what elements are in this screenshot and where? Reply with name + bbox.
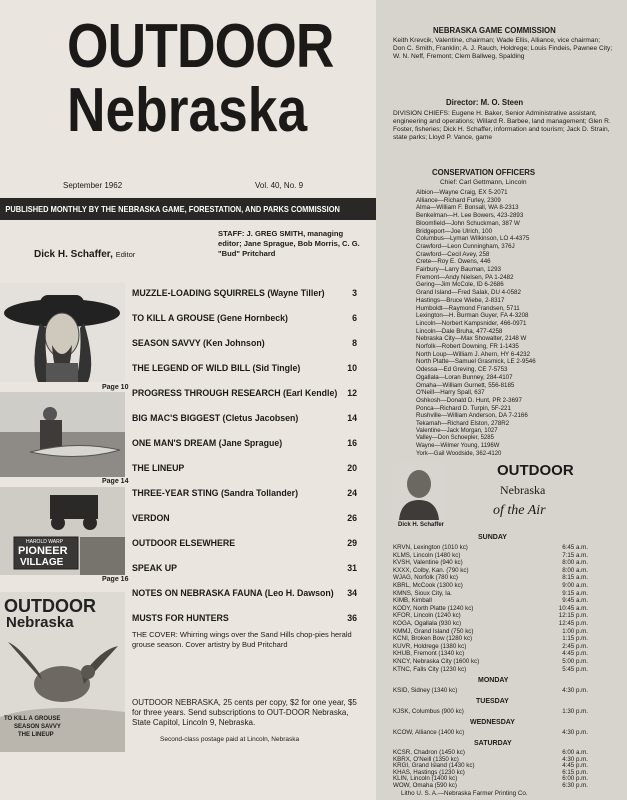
toc-entry[interactable] (132, 288, 357, 298)
issue-date: September 1962 (63, 181, 123, 190)
toc-title: THREE-YEAR STING (Sandra Tollander) (132, 488, 299, 498)
officer-entry: Columbus—Lyman Wilkinson, LO 4-4375 (416, 235, 530, 243)
schedule-row (393, 582, 588, 589)
cover-thumb-line1: TO KILL A GROUSE (4, 716, 61, 722)
toc-entry[interactable] (132, 338, 357, 348)
schedule-row (393, 729, 588, 736)
schedule-row (393, 650, 588, 657)
schedule-station: KODY, North Platte (1240 kc) (393, 604, 474, 612)
officer-entry: Albion—Wayne Craig, EX 5-2071 (416, 189, 508, 196)
schedule-row (393, 628, 588, 635)
toc-entry[interactable] (132, 513, 357, 523)
officer-entry: Oshkosh—Donald D. Hunt, PR 2-3697 (416, 396, 522, 404)
officer-entry: Wayne—Wilmer Young, 1196W (416, 443, 500, 450)
toc-page: 6 (352, 313, 357, 323)
schedule-monday-header: MONDAY (478, 677, 509, 684)
editor-title: Editor (115, 250, 136, 259)
schedule-station: KHUB, Fremont (1340 kc) (393, 650, 465, 658)
toc-entry[interactable] (132, 538, 357, 548)
on-air-title2: Nebraska (500, 483, 546, 497)
schedule-station: KBRL, McCook (1300 kc) (393, 582, 463, 589)
schedule-station: KRGI, Grand Island (1430 kc) (393, 762, 475, 769)
schedule-station: KVSH, Valentine (940 kc) (393, 559, 463, 567)
toc-entry[interactable] (132, 363, 357, 373)
schedule-time: 6:00 p.m. (562, 775, 588, 782)
toc-title: THE LEGEND OF WILD BILL (Sid Tingle) (132, 363, 301, 373)
toc-entry[interactable] (132, 563, 357, 573)
schedule-row (393, 559, 588, 566)
officer-entry: Grand Island—Fred Salak, DU 4-0582 (416, 289, 521, 297)
schedule-row (393, 687, 588, 694)
schedule-station: KFOR, Lincoln (1240 kc) (393, 612, 461, 620)
schedule-row (393, 567, 588, 574)
on-air-title1: OUTDOOR (497, 462, 574, 479)
printer-credit: Litho U. S. A.—Nebraska Farmer Printing Co. (401, 790, 528, 797)
schedule-sunday-header: SUNDAY (478, 534, 507, 541)
toc-title: NOTES ON NEBRASKA FAUNA (Leo H. Dawson) (132, 588, 334, 598)
schedule-time: 6:15 p.m. (562, 768, 588, 776)
schedule-time: 1:00 p.m. (562, 627, 588, 635)
toc-entry[interactable] (132, 613, 357, 623)
commission-title: NEBRASKA GAME COMMISSION (433, 26, 556, 35)
cover-thumbnail (0, 592, 125, 752)
schedule-row (393, 620, 588, 627)
officer-entry: Lincoln—Dale Bruha, 477-4258 (416, 327, 503, 335)
schedule-station: KMMJ, Grand Island (750 kc) (393, 627, 474, 635)
schedule-time: 1:15 p.m. (562, 635, 588, 643)
schedule-time: 5:45 p.m. (562, 665, 588, 673)
schedule-time: 4:30 p.m. (562, 729, 588, 736)
staff-credits: STAFF: J. GREG SMITH, managing editor; Jane Sprague, Bob Morris, C. G. "Bud" Pritchard (218, 229, 360, 258)
masthead-nebraska: Nebraska (67, 76, 308, 145)
toc-page: 29 (347, 538, 357, 548)
schedule-station: KUVR, Holdrege (1380 kc) (393, 642, 467, 650)
village-sign-line2: PIONEER (18, 545, 68, 557)
photo-pioneer-village (0, 487, 125, 575)
toc-title: ONE MAN'S DREAM (Jane Sprague) (132, 438, 283, 448)
photo-caption-page14: Page 14 (102, 478, 129, 485)
toc-page: 36 (347, 613, 357, 623)
toc-title: MUZZLE-LOADING SQUIRRELS (Wayne Tiller) (132, 288, 325, 298)
schedule-station: WOW, Omaha (590 kc) (393, 781, 457, 789)
toc-entry[interactable] (132, 488, 357, 498)
officer-entry: Alma—William F. Bonsall, WA 8-2313 (416, 204, 519, 212)
officer-entry: Crawford—Leon Cunningham, 376J (416, 242, 515, 250)
director-title: Director: M. O. Steen (446, 98, 524, 107)
toc-page: 26 (347, 513, 357, 523)
schedule-time: 1:30 p.m. (562, 708, 588, 715)
schedule-time: 12:15 p.m. (558, 612, 588, 620)
schedule-time: 10:45 a.m. (558, 604, 588, 612)
officer-entry: Valley—Don Schoepler, 5285 (416, 435, 494, 442)
officer-entry: North Loup—William J. Ahern, HY 6-4232 (416, 350, 531, 358)
schedule-time: 4:30 p.m. (562, 687, 588, 694)
toc-page: 3 (352, 288, 357, 298)
schedule-row (393, 552, 588, 559)
cover-thumb-line3: THE LINEUP (18, 732, 54, 738)
portrait-figure (393, 462, 445, 520)
officer-entry: Ogallala—Loran Bunney, 284-4107 (416, 373, 513, 381)
village-sign-line3: VILLAGE (20, 557, 64, 568)
schedule-time: 7:15 a.m. (562, 551, 588, 559)
conservation-chief: Chief: Carl Gettmann, Lincoln (440, 179, 527, 186)
schedule-station: KCOW, Alliance (1400 kc) (393, 729, 465, 736)
schedule-station: KHAS, Hastings (1230 kc) (393, 768, 465, 776)
schedule-time: 6:45 a.m. (562, 544, 588, 551)
toc-title: PROGRESS THROUGH RESEARCH (Earl Kendle) (132, 388, 338, 398)
schedule-time: 6:30 p.m. (562, 781, 588, 789)
toc-title: VERDON (132, 513, 170, 523)
toc-page: 10 (347, 363, 357, 373)
officer-entry: Norfolk—Robert Downing, FR 1-1435 (416, 343, 519, 350)
toc-entry[interactable] (132, 388, 357, 398)
officer-entry: Lincoln—Norbert Kampsnider, 466-0971 (416, 319, 527, 327)
publisher-banner (0, 198, 376, 220)
officer-entry: Odessa—Ed Greving, CE 7-5753 (416, 366, 508, 374)
schedule-station: KXXX, Colby, Kan. (790 kc) (393, 566, 469, 574)
schedule-time: 5:00 p.m. (562, 658, 588, 665)
masthead-outdoor: OUTDOOR (67, 12, 334, 81)
schedule-time: 12:45 p.m. (558, 620, 588, 627)
officer-entry: Benkelman—H. Lee Bowers, 423-2893 (416, 212, 524, 220)
editor-name: Dick H. Schaffer, (34, 249, 113, 260)
schedule-station: KBRX, O'Neill (1350 kc) (393, 755, 459, 763)
division-chiefs: DIVISION CHIEFS: Eugene H. Baker, Senior Administrative assistant, engineering and operations; Willard R. Barbee, land management; Glen R. Foster, fisheries; Dick H. Schaffer, information and tourism; Jack D. Strain, state parks; Lloyd P. Vance, game (393, 110, 611, 141)
schedule-row (393, 635, 588, 642)
schedule-time: 9:15 a.m. (562, 589, 588, 597)
schedule-row (393, 590, 588, 597)
officer-entry: Bridgeport—Joe Ulrich, 100 (416, 227, 493, 235)
toc-entry[interactable] (132, 588, 357, 598)
editor-credit (34, 249, 135, 260)
schedule-row (393, 574, 588, 581)
schedule-time: 8:00 a.m. (562, 566, 588, 574)
schedule-station: KRVN, Lexington (1010 kc) (393, 544, 468, 551)
schedule-row (393, 643, 588, 650)
on-air-title3: of the Air (493, 503, 546, 518)
toc-page: 20 (347, 463, 357, 473)
cover-thumb-line2: SEASON SAVVY (14, 724, 61, 730)
schedule-row (393, 666, 588, 673)
toc-title: BIG MAC'S BIGGEST (Cletus Jacobsen) (132, 413, 299, 423)
toc-entry[interactable] (132, 413, 357, 423)
schedule-station: KCNI, Broken Bow (1280 kc) (393, 635, 473, 643)
officer-entry: Omaha—William Gurnett, 556-8185 (416, 381, 515, 389)
schedule-row (393, 658, 588, 665)
schedule-tuesday-header: TUESDAY (476, 698, 509, 705)
publisher-banner-text: PUBLISHED MONTHLY BY THE NEBRASKA GAME, FORESTATION, AND PARKS COMMISSION (5, 204, 340, 214)
toc-title: THE LINEUP (132, 463, 185, 473)
officer-entry: Humboldt—Raymond Frandsen, 5711 (416, 304, 520, 312)
toc-page: 31 (347, 563, 357, 573)
officer-entry: North Platte—Samuel Grasmick, LE 2-9546 (416, 358, 536, 366)
issue-volume: Vol. 40, No. 9 (255, 181, 304, 190)
photo-fisherman (0, 392, 125, 477)
schedule-station: KCSR, Chadron (1450 kc) (393, 749, 465, 756)
schedule-time: 9:00 a.m. (562, 582, 588, 589)
schedule-station: KJSK, Columbus (900 kc) (393, 708, 464, 715)
photo-caption-page10: Page 10 (102, 384, 129, 391)
officer-entry: Rushville—William Anderson, DA 7-2166 (416, 412, 528, 420)
toc-entry[interactable] (132, 438, 357, 448)
village-sign-line1: HAROLD WARP (26, 539, 64, 545)
schedule-wednesday-header: WEDNESDAY (470, 719, 515, 726)
officer-entry: Crawford—Cecil Avey, 258 (416, 250, 490, 258)
toc-title: MUSTS FOR HUNTERS (132, 613, 229, 623)
schedule-station: KOGA, Ogallala (930 kc) (393, 620, 462, 627)
schedule-row (393, 597, 588, 604)
schedule-row (393, 612, 588, 619)
officer-entry: Tekamah—Richard Elston, 278R2 (416, 420, 510, 427)
officer-entry: York—Gail Woodside, 362-4120 (416, 450, 502, 457)
officer-entry: Valentine—Jack Morgan, 1027 (416, 427, 498, 434)
toc-page: 12 (347, 388, 357, 398)
officer-entry: Gering—Jim McCole, ID 6-2686 (416, 281, 504, 289)
schedule-time: 8:15 a.m. (562, 574, 588, 582)
schedule-time: 6:00 a.m. (562, 749, 588, 756)
portrait-dick-schaffer (393, 462, 445, 520)
officer-entry: Fremont—Andy Nielsen, PA 1-2482 (416, 273, 514, 281)
schedule-time: 2:45 p.m. (562, 642, 588, 650)
photo-wild-bill (0, 283, 125, 382)
schedule-time: 9:45 a.m. (562, 597, 588, 605)
schedule-time: 4:30 p.m. (562, 755, 588, 763)
postage-note: Second-class postage paid at Lincoln, Nebraska (160, 736, 300, 743)
schedule-time: 8:00 a.m. (562, 559, 588, 567)
schedule-row (393, 708, 588, 715)
schedule-station: KIMB, Kimball (393, 597, 432, 605)
schedule-station: KSID, Sidney (1340 kc) (393, 687, 458, 694)
schedule-saturday-header: SATURDAY (474, 740, 512, 747)
officer-entry: O'Neill—Harry Spall, 637 (416, 389, 485, 397)
schedule-station: KLMS, Lincoln (1480 kc) (393, 551, 461, 559)
schedule-row (393, 782, 588, 789)
subscription-info: OUTDOOR NEBRASKA, 25 cents per copy, $2 for one year, $5 for three years. Send subscriptions to OUT-DOOR Nebraska, State Capitol, Lincoln 9, Nebraska. (132, 698, 357, 727)
toc-page: 24 (347, 488, 357, 498)
officer-entry: Lexington—H. Burman Guyer, FA 4-3208 (416, 312, 529, 320)
photo-caption-page16: Page 16 (102, 576, 129, 583)
officer-entry: Bloomfield—John Schuckman, 387 W (416, 219, 520, 227)
toc-entry[interactable] (132, 463, 357, 473)
schedule-row (393, 605, 588, 612)
schedule-row (393, 544, 588, 551)
toc-page: 14 (347, 413, 357, 423)
schedule-station: KTNC, Falls City (1230 kc) (393, 665, 467, 673)
toc-title: SEASON SAVVY (Ken Johnson) (132, 338, 265, 348)
schedule-station: WJAG, Norfolk (780 kc) (393, 574, 458, 582)
commission-members: Keith Krevcik, Valentine, chairman; Wade Ellis, Alliance, vice chairman; Don C. Smith, Franklin; A. J. Rauch, Holdrege; Louis Findeis, Pawnee City; W. N. Neff, Fremont; Clem Ballweg, Spalding (393, 37, 613, 60)
officer-entry: Ponca—Richard D. Turpin, 5F-221 (416, 404, 511, 412)
toc-title: TO KILL A GROUSE (Gene Hornbeck) (132, 313, 288, 323)
toc-title: SPEAK UP (132, 563, 177, 573)
toc-title: OUTDOOR ELSEWHERE (132, 538, 236, 548)
officer-entry: Alliance—Richard Furley, 2309 (416, 196, 501, 204)
schedule-station: KNCY, Nebraska City (1600 kc) (393, 658, 480, 665)
schedule-time: 4:45 p.m. (562, 650, 588, 658)
toc-entry[interactable] (132, 313, 357, 323)
schedule-time: 4:45 p.m. (562, 762, 588, 769)
cover-thumb-title1: OUTDOOR (4, 596, 96, 616)
officer-entry: Hastings—Bruce Wiebe, 2-8317 (416, 296, 505, 304)
cover-thumb-title2: Nebraska (6, 614, 74, 631)
cover-note: THE COVER: Whirring wings over the Sand Hills chop-pies herald grouse season. Cover artistry by Bud Pritchard (132, 630, 352, 649)
schedule-station: KLIN, Lincoln (1400 kc) (393, 775, 458, 782)
toc-page: 8 (352, 338, 357, 348)
officer-entry: Fairbury—Larry Bauman, 1293 (416, 266, 501, 273)
conservation-title: CONSERVATION OFFICERS (432, 168, 536, 177)
officer-entry: Nebraska City—Max Showalter, 2148 W (416, 335, 527, 343)
portrait-caption: Dick H. Schaffer (398, 522, 445, 528)
fisherman-photo (0, 392, 125, 477)
wild-bill-illustration (0, 283, 125, 382)
toc-page: 16 (347, 438, 357, 448)
officer-entry: Crete—Roy E. Owens, 446 (416, 258, 491, 266)
schedule-station: KMNS, Sioux City, Ia. (393, 589, 453, 597)
toc-page: 34 (347, 588, 357, 598)
